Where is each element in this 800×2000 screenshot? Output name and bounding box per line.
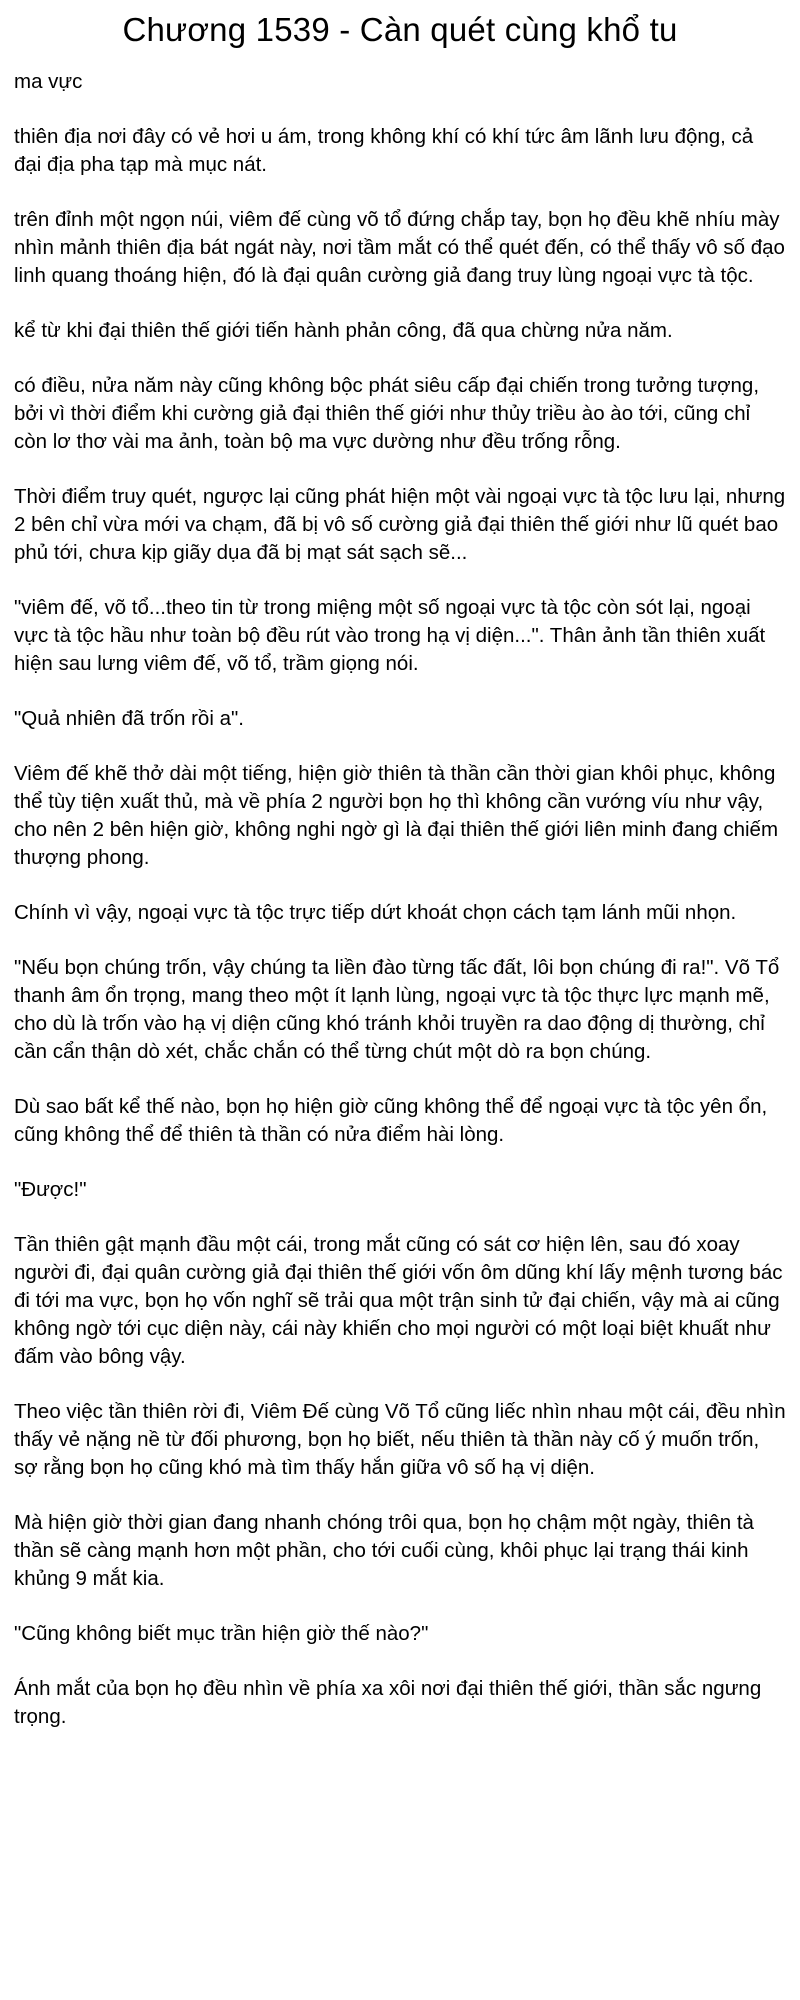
paragraph-17: "Cũng không biết mục trần hiện giờ thế nào?" (14, 1622, 429, 1645)
paragraph-7: "viêm đế, võ tổ...theo tin từ trong miệng một số ngoại vực tà tộc còn sót lại, ngoại vực tà tộc hầu như toàn bộ đều rút vào trong hạ vị diện...". Thân ảnh tần thiên xuất hiện sau lưng viêm đế, võ tổ, trầm giọng nói. (14, 596, 766, 675)
paragraph-12: Dù sao bất kể thế nào, bọn họ hiện giờ cũng không thể để ngoại vực tà tộc yên ổn, cũng không thể để thiên tà thần có nửa điểm hài lòng. (14, 1095, 768, 1146)
paragraph-11: "Nếu bọn chúng trốn, vậy chúng ta liền đào từng tấc đất, lôi bọn chúng đi ra!". Võ Tổ thanh âm ổn trọng, mang theo một ít lạnh lùng, ngoại vực tà tộc thực lực mạnh mẽ, cho dù là trốn vào hạ vị diện cũng khó tránh khỏi truyền ra dao động dị thường, chỉ cần cẩn thận dò xét, chắc chắn có thể từng chút một dò ra bọn chúng. (14, 956, 780, 1063)
paragraph-13: "Được!" (14, 1178, 87, 1201)
paragraph-14: Tần thiên gật mạnh đầu một cái, trong mắt cũng có sát cơ hiện lên, sau đó xoay người đi, đại quân cường giả đại thiên thế giới vốn ôm dũng khí lấy mệnh tương bác đi tới ma vực, bọn họ vốn nghĩ sẽ trải qua một trận sinh tử đại chiến, vậy mà ai cũng không ngờ tới cục diện này, cái này khiến cho mọi người có một loại biệt khuất như đấm vào bông vậy. (14, 1233, 783, 1368)
paragraph-9: Viêm đế khẽ thở dài một tiếng, hiện giờ thiên tà thần cần thời gian khôi phục, không thể tùy tiện xuất thủ, mà về phía 2 người bọn họ thì không cần vướng víu như vậy, cho nên 2 bên hiện giờ, không nghi ngờ gì là đại thiên thế giới liên minh đang chiếm thượng phong. (14, 762, 779, 869)
paragraph-10: Chính vì vậy, ngoại vực tà tộc trực tiếp dứt khoát chọn cách tạm lánh mũi nhọn. (14, 901, 737, 924)
paragraph-18: Ánh mắt của bọn họ đều nhìn về phía xa xôi nơi đại thiên thế giới, thần sắc ngưng trọng. (14, 1677, 762, 1728)
paragraph-3: trên đỉnh một ngọn núi, viêm đế cùng võ tổ đứng chắp tay, bọn họ đều khẽ nhíu mày nhìn mảnh thiên địa bát ngát này, nơi tầm mắt có thể quét đến, có thể thấy vô số đạo linh quang thoáng hiện, đó là đại quân cường giả đang truy lùng ngoại vực tà tộc. (14, 208, 785, 287)
chapter-body (14, 68, 786, 1731)
paragraph-16: Mà hiện giờ thời gian đang nhanh chóng trôi qua, bọn họ chậm một ngày, thiên tà thần sẽ càng mạnh hơn một phần, cho tới cuối cùng, khôi phục lại trạng thái kinh khủng 9 mắt kia. (14, 1511, 754, 1590)
paragraph-2: thiên địa nơi đây có vẻ hơi u ám, trong không khí có khí tức âm lãnh lưu động, cả đại địa pha tạp mà mục nát. (14, 125, 754, 176)
paragraph-4: kể từ khi đại thiên thế giới tiến hành phản công, đã qua chừng nửa năm. (14, 319, 673, 342)
paragraph-15: Theo việc tần thiên rời đi, Viêm Đế cùng Võ Tổ cũng liếc nhìn nhau một cái, đều nhìn thấy vẻ nặng nề từ đối phương, bọn họ biết, nếu thiên tà thần này cố ý muốn trốn, sợ rằng bọn họ cũng khó mà tìm thấy hắn giữa vô số hạ vị diện. (14, 1400, 786, 1479)
paragraph-6: Thời điểm truy quét, ngược lại cũng phát hiện một vài ngoại vực tà tộc lưu lại, nhưng 2 bên chỉ vừa mới va chạm, đã bị vô số cường giả đại thiên thế giới như lũ quét bao phủ tới, chưa kịp giãy dụa đã bị mạt sát sạch sẽ... (14, 485, 786, 564)
paragraph-5: có điều, nửa năm này cũng không bộc phát siêu cấp đại chiến trong tưởng tượng, bởi vì thời điểm khi cường giả đại thiên thế giới như thủy triều ào ào tới, cũng chỉ còn lơ thơ vài ma ảnh, toàn bộ ma vực dường như đều trống rỗng. (14, 374, 760, 453)
chapter-title: Chương 1539 - Càn quét cùng khổ tu (122, 11, 678, 48)
paragraph-1: ma vực (14, 70, 83, 93)
paragraph-8: "Quả nhiên đã trốn rồi a". (14, 707, 244, 730)
